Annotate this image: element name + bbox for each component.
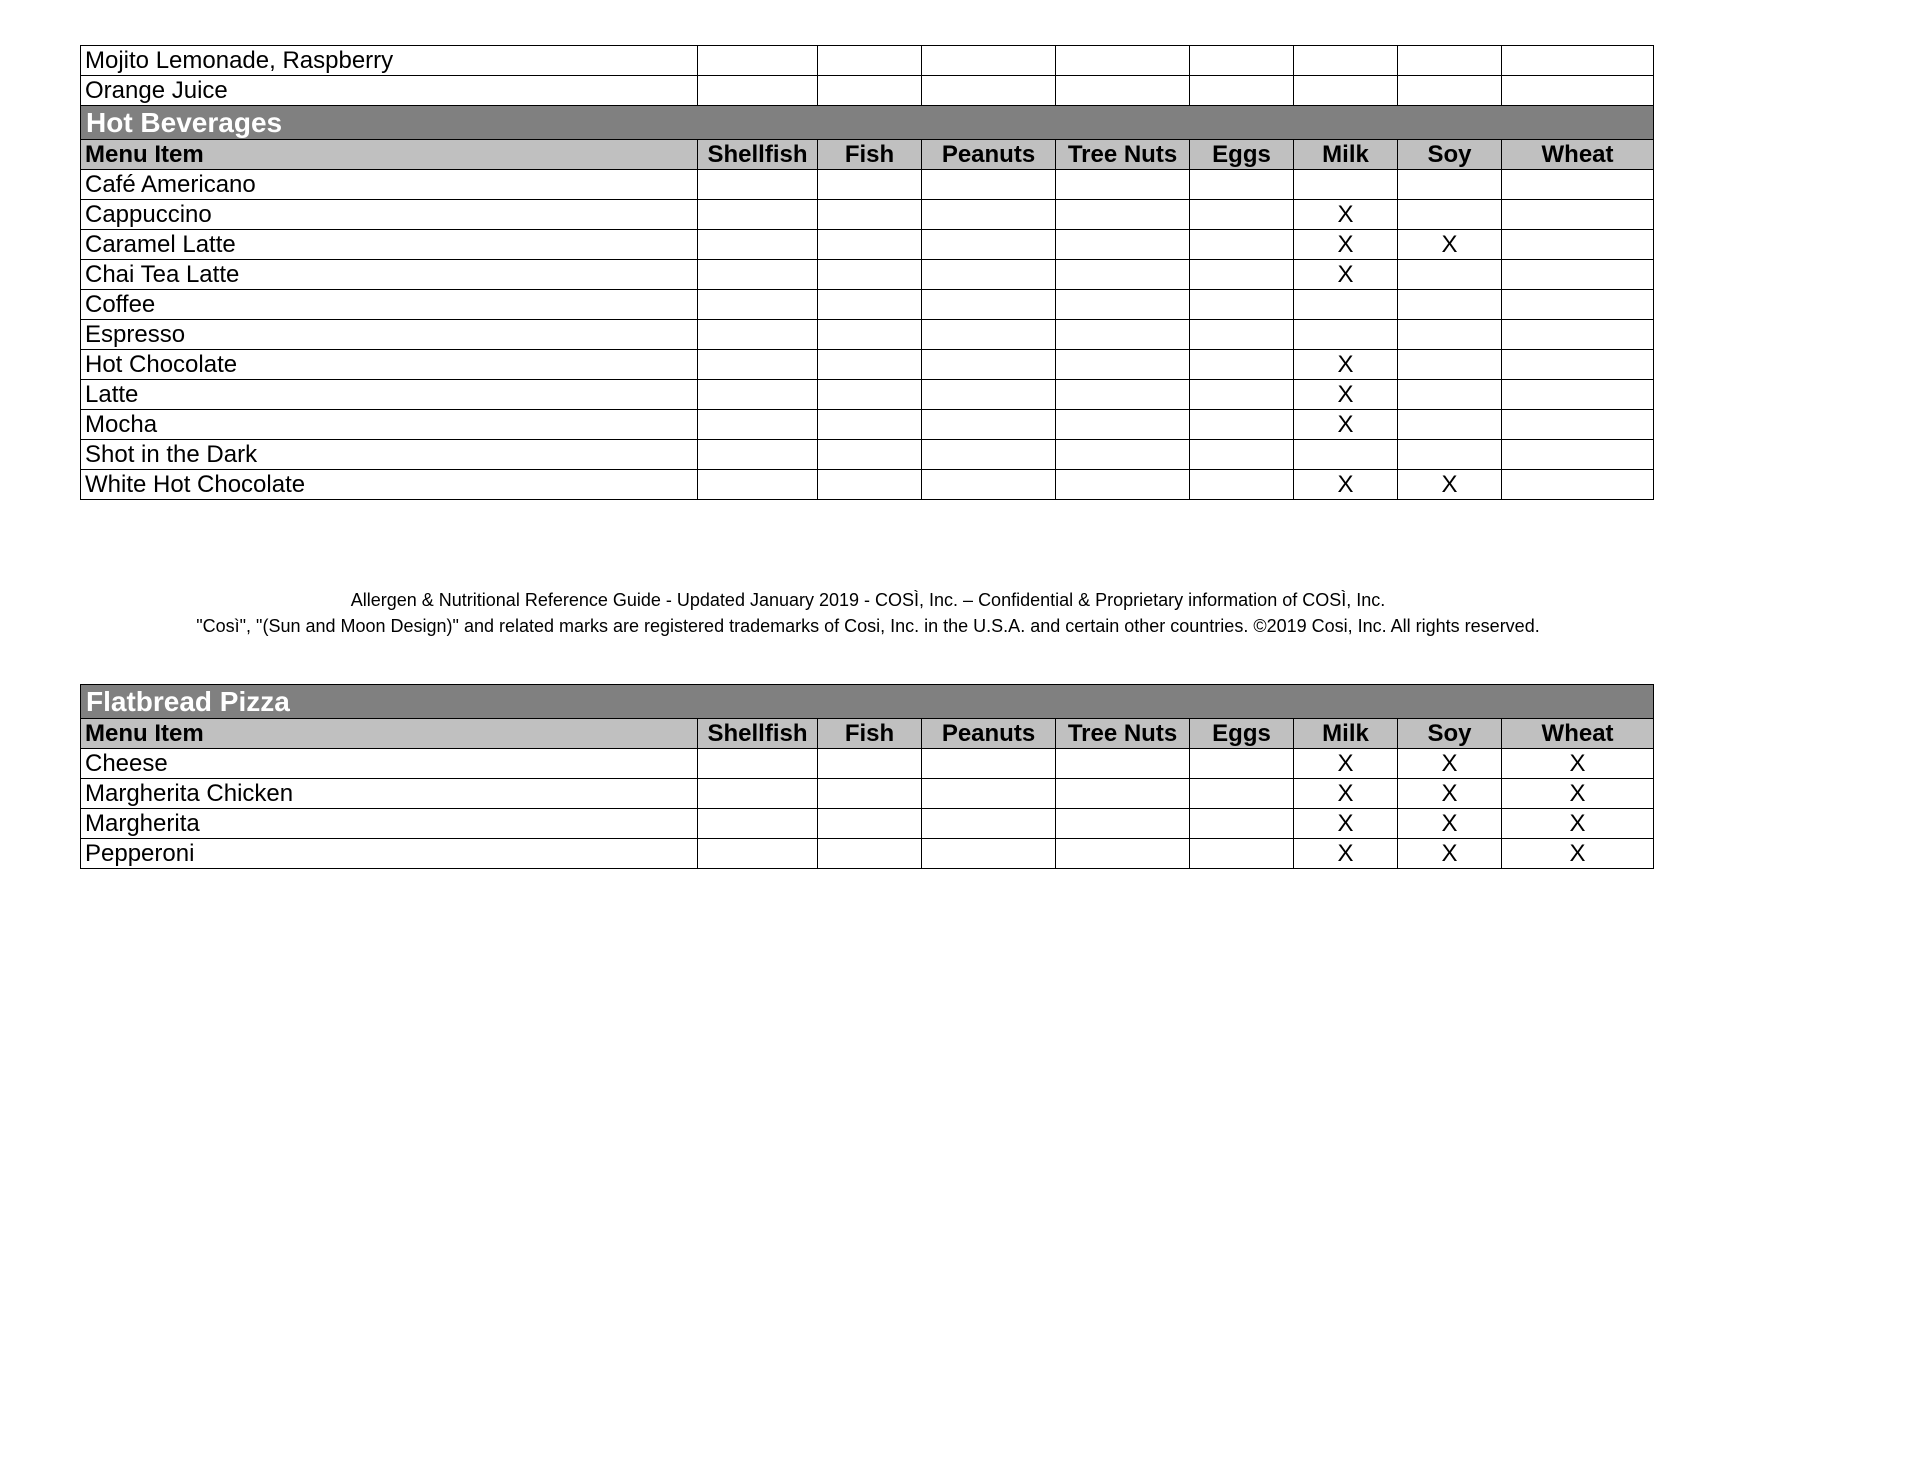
allergen-mark-wheat [1502, 410, 1654, 440]
allergen-mark-eggs [1190, 230, 1294, 260]
allergen-mark-wheat [1502, 320, 1654, 350]
allergen-mark-tree-nuts [1056, 290, 1190, 320]
allergen-mark-wheat [1502, 260, 1654, 290]
allergen-mark-eggs [1190, 839, 1294, 869]
allergen-mark-shellfish [698, 749, 818, 779]
allergen-mark-peanuts [922, 76, 1056, 106]
allergen-mark-soy [1398, 440, 1502, 470]
allergen-mark-peanuts [922, 749, 1056, 779]
menu-item-name: Espresso [81, 320, 698, 350]
allergen-mark-fish [818, 290, 922, 320]
menu-item-name: Pepperoni [81, 839, 698, 869]
allergen-mark-soy [1398, 380, 1502, 410]
allergen-mark-milk [1294, 320, 1398, 350]
column-header-soy: Soy [1398, 140, 1502, 170]
flatbread-pizza-allergen-table [80, 684, 1654, 869]
column-header-shellfish: Shellfish [698, 719, 818, 749]
column-header-peanuts: Peanuts [922, 719, 1056, 749]
allergen-mark-fish [818, 470, 922, 500]
menu-item-name: White Hot Chocolate [81, 470, 698, 500]
allergen-mark-eggs [1190, 320, 1294, 350]
table-row [81, 46, 1654, 76]
column-header-milk: Milk [1294, 719, 1398, 749]
allergen-mark-shellfish [698, 839, 818, 869]
allergen-mark-peanuts [922, 779, 1056, 809]
allergen-mark-tree-nuts [1056, 410, 1190, 440]
allergen-mark-wheat [1502, 470, 1654, 500]
table-row [81, 809, 1654, 839]
column-header-wheat: Wheat [1502, 719, 1654, 749]
table-row [81, 76, 1654, 106]
footer-trademark-line: "Così", "(Sun and Moon Design)" and related marks are registered trademarks of Cosi, Inc. in the U.S.A. and certain other countries. ©2019 Cosi, Inc. All rights reserved. [196, 616, 1540, 636]
allergen-mark-shellfish [698, 290, 818, 320]
allergen-mark-peanuts [922, 170, 1056, 200]
allergen-mark-fish [818, 779, 922, 809]
column-header-row [81, 719, 1654, 749]
allergen-mark-shellfish [698, 410, 818, 440]
allergen-mark-fish [818, 410, 922, 440]
allergen-mark-soy [1398, 46, 1502, 76]
allergen-mark-eggs [1190, 170, 1294, 200]
table-row [81, 290, 1654, 320]
menu-item-name: Hot Chocolate [81, 350, 698, 380]
allergen-mark-shellfish [698, 350, 818, 380]
allergen-mark-wheat [1502, 380, 1654, 410]
allergen-mark-eggs [1190, 470, 1294, 500]
allergen-mark-fish [818, 170, 922, 200]
allergen-mark-peanuts [922, 380, 1056, 410]
allergen-mark-wheat [1502, 290, 1654, 320]
allergen-mark-tree-nuts [1056, 440, 1190, 470]
section-title-flatbread-pizza: Flatbread Pizza [81, 685, 1654, 719]
allergen-mark-milk: X [1294, 230, 1398, 260]
allergen-mark-milk [1294, 170, 1398, 200]
column-header-shellfish: Shellfish [698, 140, 818, 170]
allergen-mark-fish [818, 260, 922, 290]
allergen-mark-tree-nuts [1056, 839, 1190, 869]
menu-item-name: Mocha [81, 410, 698, 440]
allergen-mark-shellfish [698, 809, 818, 839]
column-header-menu-item: Menu Item [81, 719, 698, 749]
allergen-mark-eggs [1190, 46, 1294, 76]
menu-item-name: Shot in the Dark [81, 440, 698, 470]
allergen-mark-milk: X [1294, 470, 1398, 500]
allergen-mark-peanuts [922, 290, 1056, 320]
allergen-mark-eggs [1190, 809, 1294, 839]
allergen-mark-eggs [1190, 290, 1294, 320]
allergen-mark-milk: X [1294, 380, 1398, 410]
allergen-mark-milk: X [1294, 809, 1398, 839]
allergen-mark-soy [1398, 200, 1502, 230]
allergen-mark-eggs [1190, 440, 1294, 470]
table-row [81, 350, 1654, 380]
allergen-mark-tree-nuts [1056, 260, 1190, 290]
allergen-mark-fish [818, 749, 922, 779]
allergen-mark-fish [818, 320, 922, 350]
allergen-mark-milk: X [1294, 350, 1398, 380]
column-header-milk: Milk [1294, 140, 1398, 170]
allergen-mark-tree-nuts [1056, 76, 1190, 106]
allergen-mark-wheat [1502, 440, 1654, 470]
allergen-mark-peanuts [922, 230, 1056, 260]
allergen-mark-peanuts [922, 320, 1056, 350]
table-row [81, 779, 1654, 809]
allergen-mark-milk [1294, 440, 1398, 470]
allergen-mark-eggs [1190, 779, 1294, 809]
allergen-mark-soy: X [1398, 779, 1502, 809]
allergen-mark-peanuts [922, 809, 1056, 839]
allergen-mark-peanuts [922, 440, 1056, 470]
allergen-mark-wheat: X [1502, 749, 1654, 779]
allergen-mark-milk: X [1294, 260, 1398, 290]
section-header-row [81, 106, 1654, 140]
allergen-mark-wheat [1502, 76, 1654, 106]
table-row [81, 440, 1654, 470]
allergen-mark-shellfish [698, 470, 818, 500]
column-header-eggs: Eggs [1190, 719, 1294, 749]
allergen-mark-shellfish [698, 46, 818, 76]
allergen-mark-milk: X [1294, 779, 1398, 809]
column-header-soy: Soy [1398, 719, 1502, 749]
allergen-mark-shellfish [698, 320, 818, 350]
table-row [81, 170, 1654, 200]
allergen-mark-peanuts [922, 200, 1056, 230]
table-row [81, 320, 1654, 350]
allergen-mark-milk: X [1294, 839, 1398, 869]
allergen-mark-shellfish [698, 260, 818, 290]
menu-item-name: Café Americano [81, 170, 698, 200]
allergen-mark-soy: X [1398, 749, 1502, 779]
menu-item-name: Margherita Chicken [81, 779, 698, 809]
menu-item-name: Coffee [81, 290, 698, 320]
allergen-mark-shellfish [698, 170, 818, 200]
allergen-mark-eggs [1190, 749, 1294, 779]
allergen-mark-soy [1398, 76, 1502, 106]
allergen-mark-milk [1294, 76, 1398, 106]
table-row [81, 200, 1654, 230]
section-header-row [81, 685, 1654, 719]
allergen-mark-soy [1398, 410, 1502, 440]
allergen-mark-tree-nuts [1056, 320, 1190, 350]
menu-item-name: Chai Tea Latte [81, 260, 698, 290]
allergen-mark-soy: X [1398, 230, 1502, 260]
allergen-mark-wheat: X [1502, 809, 1654, 839]
column-header-wheat: Wheat [1502, 140, 1654, 170]
column-header-tree-nuts: Tree Nuts [1056, 719, 1190, 749]
table-row [81, 470, 1654, 500]
allergen-mark-milk: X [1294, 410, 1398, 440]
menu-item-name: Orange Juice [81, 76, 698, 106]
allergen-mark-shellfish [698, 380, 818, 410]
allergen-mark-wheat [1502, 230, 1654, 260]
column-header-fish: Fish [818, 140, 922, 170]
allergen-mark-peanuts [922, 46, 1056, 76]
table-row [81, 380, 1654, 410]
allergen-mark-fish [818, 200, 922, 230]
allergen-mark-shellfish [698, 779, 818, 809]
allergen-mark-peanuts [922, 839, 1056, 869]
allergen-mark-tree-nuts [1056, 779, 1190, 809]
allergen-mark-fish [818, 809, 922, 839]
allergen-mark-tree-nuts [1056, 470, 1190, 500]
allergen-mark-tree-nuts [1056, 350, 1190, 380]
allergen-mark-milk [1294, 290, 1398, 320]
allergen-mark-fish [818, 380, 922, 410]
menu-item-name: Caramel Latte [81, 230, 698, 260]
allergen-mark-soy: X [1398, 839, 1502, 869]
allergen-mark-shellfish [698, 440, 818, 470]
allergen-mark-eggs [1190, 380, 1294, 410]
allergen-mark-peanuts [922, 410, 1056, 440]
allergen-mark-tree-nuts [1056, 230, 1190, 260]
hot-beverages-allergen-table [80, 45, 1654, 500]
allergen-mark-soy [1398, 290, 1502, 320]
allergen-mark-fish [818, 230, 922, 260]
allergen-mark-tree-nuts [1056, 809, 1190, 839]
allergen-mark-soy [1398, 320, 1502, 350]
allergen-mark-fish [818, 839, 922, 869]
section-title-hot-beverages: Hot Beverages [81, 106, 1654, 140]
allergen-mark-soy [1398, 260, 1502, 290]
column-header-fish: Fish [818, 719, 922, 749]
table-row [81, 749, 1654, 779]
allergen-mark-eggs [1190, 200, 1294, 230]
table-row [81, 260, 1654, 290]
allergen-mark-wheat [1502, 200, 1654, 230]
menu-item-name: Cappuccino [81, 200, 698, 230]
allergen-mark-peanuts [922, 350, 1056, 380]
allergen-mark-milk: X [1294, 200, 1398, 230]
footer-reference-line: Allergen & Nutritional Reference Guide - Updated January 2019 - COSÌ, Inc. – Confidential & Proprietary information of COSÌ, Inc. [350, 590, 1386, 610]
allergen-mark-wheat [1502, 46, 1654, 76]
allergen-mark-tree-nuts [1056, 170, 1190, 200]
allergen-mark-shellfish [698, 76, 818, 106]
column-header-menu-item: Menu Item [81, 140, 698, 170]
allergen-mark-wheat [1502, 350, 1654, 380]
allergen-mark-eggs [1190, 260, 1294, 290]
allergen-mark-peanuts [922, 470, 1056, 500]
allergen-mark-shellfish [698, 200, 818, 230]
allergen-mark-milk [1294, 46, 1398, 76]
allergen-mark-fish [818, 46, 922, 76]
table-row [81, 839, 1654, 869]
allergen-mark-eggs [1190, 76, 1294, 106]
allergen-mark-milk: X [1294, 749, 1398, 779]
menu-item-name: Latte [81, 380, 698, 410]
allergen-mark-fish [818, 440, 922, 470]
allergen-mark-soy [1398, 350, 1502, 380]
allergen-mark-tree-nuts [1056, 380, 1190, 410]
allergen-mark-eggs [1190, 350, 1294, 380]
allergen-mark-fish [818, 76, 922, 106]
allergen-mark-soy: X [1398, 470, 1502, 500]
menu-item-name: Margherita [81, 809, 698, 839]
menu-item-name: Cheese [81, 749, 698, 779]
allergen-mark-peanuts [922, 260, 1056, 290]
allergen-mark-wheat: X [1502, 839, 1654, 869]
allergen-mark-soy [1398, 170, 1502, 200]
allergen-mark-tree-nuts [1056, 200, 1190, 230]
allergen-mark-wheat: X [1502, 779, 1654, 809]
allergen-mark-eggs [1190, 410, 1294, 440]
column-header-tree-nuts: Tree Nuts [1056, 140, 1190, 170]
allergen-mark-shellfish [698, 230, 818, 260]
allergen-mark-tree-nuts [1056, 46, 1190, 76]
allergen-mark-tree-nuts [1056, 749, 1190, 779]
table-row [81, 230, 1654, 260]
column-header-peanuts: Peanuts [922, 140, 1056, 170]
allergen-mark-soy: X [1398, 809, 1502, 839]
allergen-mark-fish [818, 350, 922, 380]
table-row [81, 410, 1654, 440]
column-header-row [81, 140, 1654, 170]
column-header-eggs: Eggs [1190, 140, 1294, 170]
menu-item-name: Mojito Lemonade, Raspberry [81, 46, 698, 76]
allergen-mark-wheat [1502, 170, 1654, 200]
